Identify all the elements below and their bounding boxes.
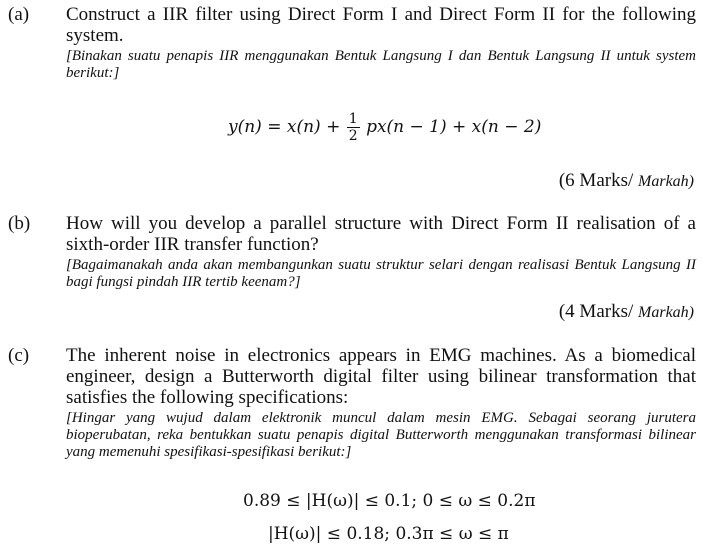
question-c — [66, 345, 696, 461]
question-a-marks — [559, 170, 694, 192]
question-a — [66, 4, 696, 82]
question-a-label: (a) — [8, 4, 30, 25]
equation-rhs: px(n − 1) + x(n − 2) — [366, 117, 542, 137]
question-a-text-en: Construct a IIR filter using Direct Form I and Direct Form II for the following system. — [66, 4, 696, 46]
question-b-text-my: [Bagaimanakah anda akan membangunkan suatu struktur selari dengan realisasi Bentuk Langsung II bagi fungsi pindah IIR tertib keenam?] — [66, 257, 696, 290]
fraction-denominator: 2 — [348, 128, 358, 144]
question-b-marks — [559, 301, 694, 323]
question-c-label: (c) — [8, 345, 30, 366]
question-c-spec-2: |H(ω)| ≤ 0.18; 0.3π ≤ ω ≤ π — [268, 524, 509, 544]
question-a-text-my: [Binakan suatu penapis IIR menggunakan Bentuk Langsung I dan Bentuk Langsung II untuk system berikut:] — [66, 48, 696, 81]
equation-fraction — [347, 112, 360, 143]
question-c-spec-1: 0.89 ≤ |H(ω)| ≤ 0.1; 0 ≤ ω ≤ 0.2π — [243, 491, 536, 511]
question-c-text-my: [Hingar yang wujud dalam elektronik muncul dalam mesin EMG. Sebagai seorang jurutera bioperubatan, reka bentukkan suatu penapis digital Butterworth menggunakan transformasi bilinear yang memenuhi spesifikasi-spesifikasi berikut:] — [66, 410, 696, 460]
question-b-text-en: How will you develop a parallel structure with Direct Form II realisation of a sixth-order IIR transfer function? — [66, 213, 696, 255]
question-b-label: (b) — [8, 213, 31, 234]
marks-en: (6 Marks/ — [558, 170, 634, 191]
equation-lhs: y(n) = x(n) + — [228, 117, 341, 137]
marks-en: (4 Marks/ — [558, 301, 634, 322]
marks-my: Markah) — [638, 173, 694, 190]
question-b — [66, 213, 696, 291]
question-a-equation — [228, 112, 541, 143]
fraction-numerator: 1 — [348, 111, 358, 127]
question-c-text-en: The inherent noise in electronics appears in EMG machines. As a biomedical engineer, design a Butterworth digital filter using bilinear transformation that satisfies the following specifications: — [66, 345, 696, 408]
marks-my: Markah) — [638, 304, 694, 321]
